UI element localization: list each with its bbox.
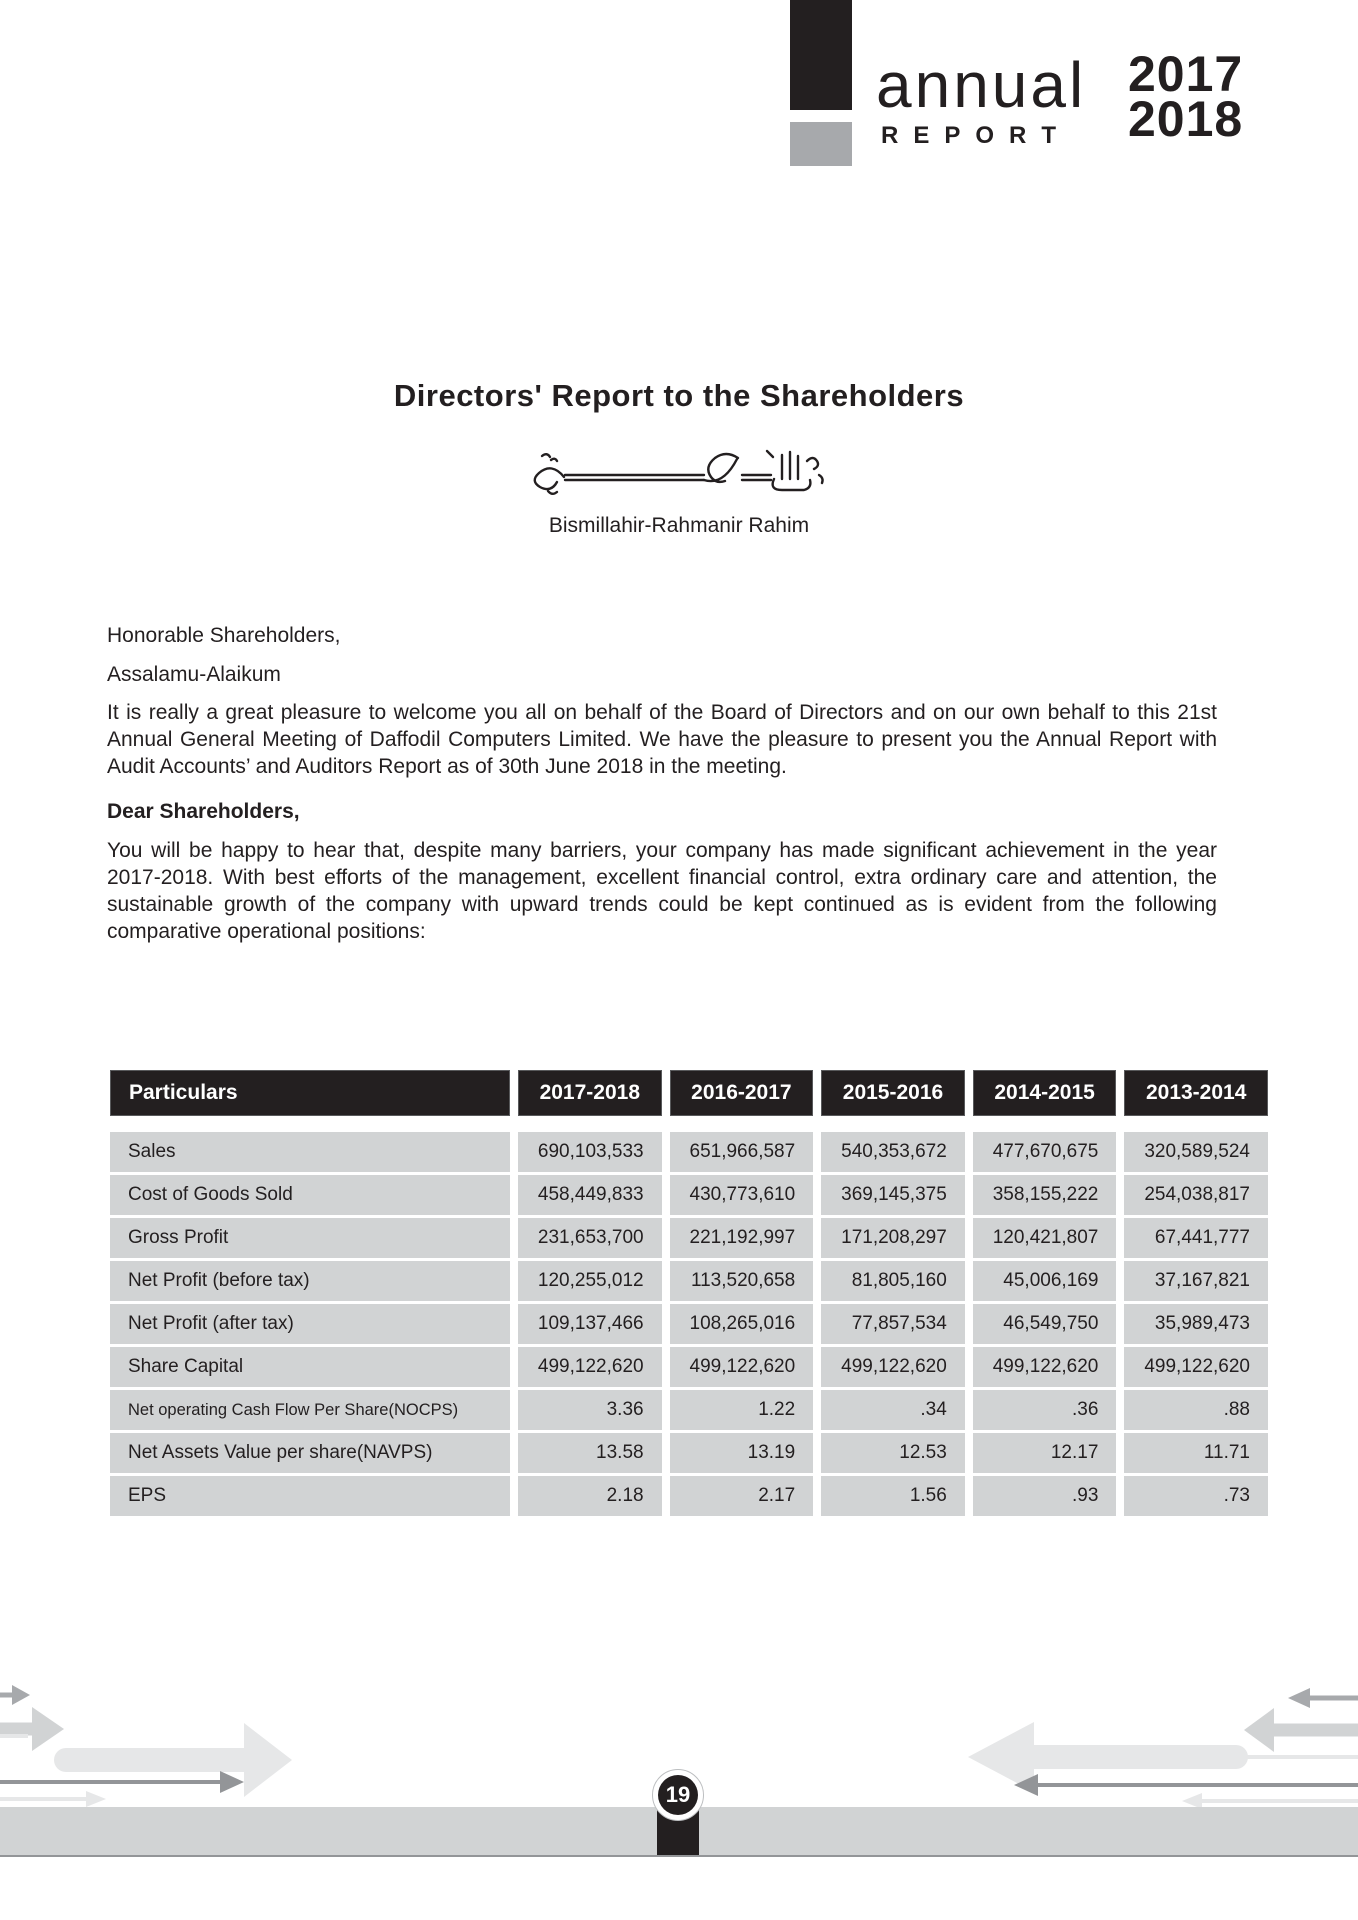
table-cell: 369,145,375 bbox=[821, 1175, 965, 1215]
dear-shareholders-subheading: Dear Shareholders, bbox=[107, 800, 300, 823]
brand-year-top: 2017 bbox=[1128, 46, 1244, 102]
table-cell: 358,155,222 bbox=[973, 1175, 1117, 1215]
table-cell: 477,670,675 bbox=[973, 1132, 1117, 1172]
page-number-badge bbox=[652, 1769, 704, 1821]
table-cell: 77,857,534 bbox=[821, 1304, 965, 1344]
table-header-year: 2014-2015 bbox=[973, 1070, 1117, 1116]
table-row-label: Net operating Cash Flow Per Share(NOCPS) bbox=[110, 1390, 510, 1430]
arrows-right-icon bbox=[0, 1680, 300, 1810]
table-header-year: 2016-2017 bbox=[670, 1070, 814, 1116]
table-cell: 499,122,620 bbox=[821, 1347, 965, 1387]
table-cell: 499,122,620 bbox=[670, 1347, 814, 1387]
table-cell: 651,966,587 bbox=[670, 1132, 814, 1172]
table-cell: 67,441,777 bbox=[1124, 1218, 1268, 1258]
table-row bbox=[110, 1132, 1268, 1172]
table-cell: 499,122,620 bbox=[1124, 1347, 1268, 1387]
table-row-label: Net Profit (before tax) bbox=[110, 1261, 510, 1301]
table-cell: 35,989,473 bbox=[1124, 1304, 1268, 1344]
table-row bbox=[110, 1347, 1268, 1387]
table-cell: 221,192,997 bbox=[670, 1218, 814, 1258]
brand-annual-text: annual bbox=[876, 49, 1087, 121]
table-cell: 499,122,620 bbox=[973, 1347, 1117, 1387]
brand-year-bottom: 2018 bbox=[1128, 91, 1244, 147]
table-header-year: 2017-2018 bbox=[518, 1070, 662, 1116]
table-cell: 109,137,466 bbox=[518, 1304, 662, 1344]
page-number: 19 bbox=[658, 1775, 698, 1815]
table-row bbox=[110, 1433, 1268, 1473]
table-cell: 46,549,750 bbox=[973, 1304, 1117, 1344]
table-cell: 37,167,821 bbox=[1124, 1261, 1268, 1301]
table-row bbox=[110, 1175, 1268, 1215]
greeting-line-1: Honorable Shareholders, bbox=[107, 624, 341, 647]
table-cell: 113,520,658 bbox=[670, 1261, 814, 1301]
bismillah-caption: Bismillahir-Rahmanir Rahim bbox=[548, 514, 810, 537]
table-cell: 171,208,297 bbox=[821, 1218, 965, 1258]
table-cell: 12.17 bbox=[973, 1433, 1117, 1473]
table-cell: .36 bbox=[973, 1390, 1117, 1430]
table-header-particulars: Particulars bbox=[110, 1070, 510, 1116]
table-cell: 320,589,524 bbox=[1124, 1132, 1268, 1172]
table-cell: .73 bbox=[1124, 1476, 1268, 1516]
table-row-label: Net Assets Value per share(NAVPS) bbox=[110, 1433, 510, 1473]
table-row-label: Share Capital bbox=[110, 1347, 510, 1387]
table-cell: 12.53 bbox=[821, 1433, 965, 1473]
table-cell: 13.19 bbox=[670, 1433, 814, 1473]
table-cell: 540,353,672 bbox=[821, 1132, 965, 1172]
table-cell: 254,038,817 bbox=[1124, 1175, 1268, 1215]
table-cell: 11.71 bbox=[1124, 1433, 1268, 1473]
table-row bbox=[110, 1476, 1268, 1516]
brand-report-text: REPORT bbox=[881, 122, 1072, 149]
table-cell: 458,449,833 bbox=[518, 1175, 662, 1215]
table-cell: 2.17 bbox=[670, 1476, 814, 1516]
page-title: Directors' Report to the Shareholders bbox=[393, 378, 965, 413]
table-row bbox=[110, 1390, 1268, 1430]
brand-years bbox=[1128, 46, 1244, 147]
table-header-year: 2013-2014 bbox=[1124, 1070, 1268, 1116]
table-body bbox=[110, 1132, 1268, 1516]
table-row bbox=[110, 1218, 1268, 1258]
table-cell: 120,421,807 bbox=[973, 1218, 1117, 1258]
table-row bbox=[110, 1304, 1268, 1344]
table-row-label: EPS bbox=[110, 1476, 510, 1516]
table-cell: .34 bbox=[821, 1390, 965, 1430]
table-cell: 690,103,533 bbox=[518, 1132, 662, 1172]
table-row bbox=[110, 1261, 1268, 1301]
table-cell: 430,773,610 bbox=[670, 1175, 814, 1215]
greeting-line-2: Assalamu-Alaikum bbox=[107, 663, 281, 686]
table-cell: 108,265,016 bbox=[670, 1304, 814, 1344]
masthead-black-block bbox=[790, 0, 852, 110]
table-cell: 81,805,160 bbox=[821, 1261, 965, 1301]
table-header-row bbox=[110, 1070, 1268, 1116]
table-cell: 1.56 bbox=[821, 1476, 965, 1516]
table-row-label: Net Profit (after tax) bbox=[110, 1304, 510, 1344]
bismillah-calligraphy-icon bbox=[524, 446, 834, 500]
table-header-year: 2015-2016 bbox=[821, 1070, 965, 1116]
table-cell: 499,122,620 bbox=[518, 1347, 662, 1387]
table-cell: .93 bbox=[973, 1476, 1117, 1516]
intro-paragraph: It is really a great pleasure to welcome you all on behalf of the Board of Directors and on our own behalf to this 21st Annual General Meeting of Daffodil Computers Limited. We have the pleasure to present you the Annual Report with Audit Accounts’ and Auditors Report as of 30th June 2018 in the meeting. bbox=[107, 701, 1217, 778]
masthead-gray-block bbox=[790, 122, 852, 166]
financial-table bbox=[110, 1070, 1268, 1516]
arrows-left-icon bbox=[958, 1680, 1358, 1810]
table-cell: 120,255,012 bbox=[518, 1261, 662, 1301]
table-cell: 231,653,700 bbox=[518, 1218, 662, 1258]
table-cell: 1.22 bbox=[670, 1390, 814, 1430]
table-row-label: Cost of Goods Sold bbox=[110, 1175, 510, 1215]
table-cell: .88 bbox=[1124, 1390, 1268, 1430]
table-cell: 13.58 bbox=[518, 1433, 662, 1473]
table-cell: 3.36 bbox=[518, 1390, 662, 1430]
table-cell: 2.18 bbox=[518, 1476, 662, 1516]
table-row-label: Sales bbox=[110, 1132, 510, 1172]
table-row-label: Gross Profit bbox=[110, 1218, 510, 1258]
table-cell: 45,006,169 bbox=[973, 1261, 1117, 1301]
body-paragraph: You will be happy to hear that, despite many barriers, your company has made significant achievement in the year 2017-2018. With best efforts of the management, excellent financial control, extra ordinary care and attention, the sustainable growth of the company with upward trends could be kept continued as is evident from the following comparative operational positions: bbox=[107, 839, 1217, 943]
